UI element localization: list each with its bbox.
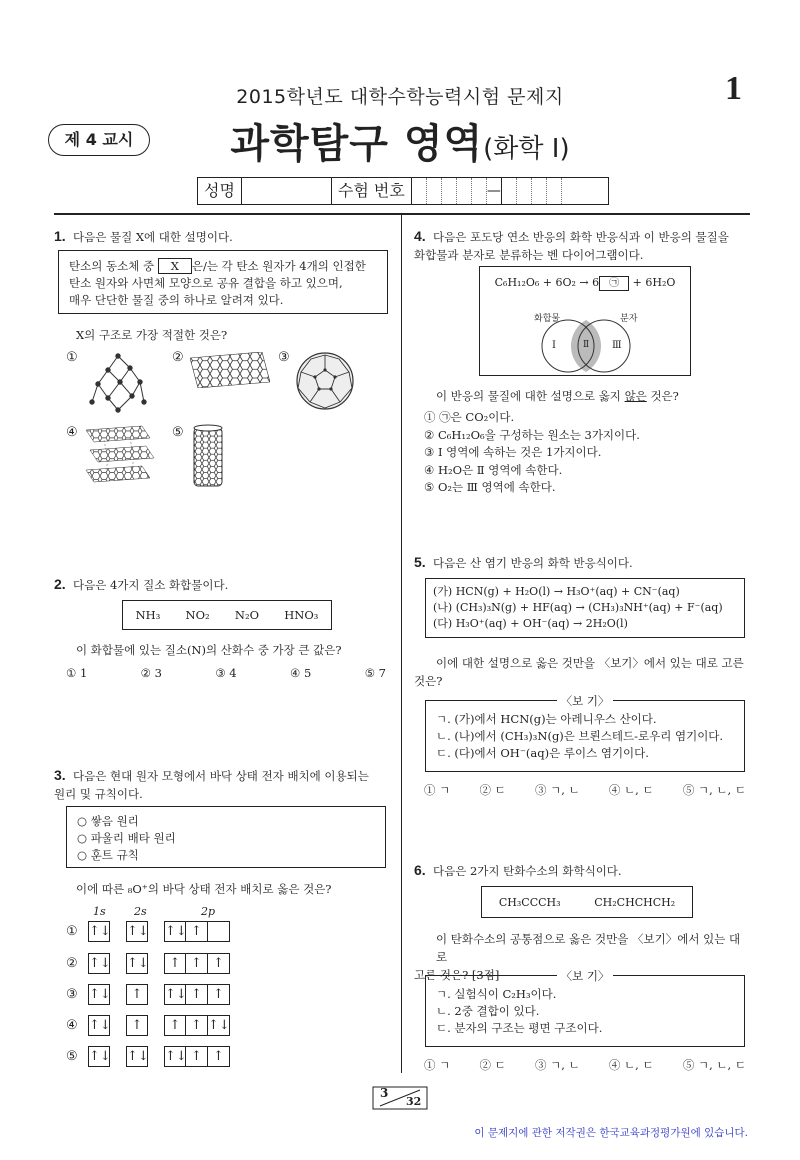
q5-stem: 다음은 산 염기 반응의 화학 반응식이다.	[433, 556, 633, 570]
q2-compound: N₂O	[234, 608, 259, 622]
page-counter	[372, 1086, 428, 1110]
q3-choice-3[interactable]	[66, 984, 246, 1005]
venn-region-1: Ⅰ	[552, 340, 556, 351]
orbital-box: ↑	[186, 1015, 208, 1036]
orbital-box: ↑	[208, 953, 230, 974]
q3-choice-5[interactable]	[66, 1046, 246, 1067]
name-field[interactable]	[242, 178, 332, 204]
q5-equation: (다) H₃O⁺(aq) + OH⁻(aq) → 2H₂O(l)	[433, 617, 628, 630]
q1-choice-1[interactable]: ①	[66, 350, 78, 365]
q4-equation	[480, 276, 690, 291]
q3-col-2p: 2p	[201, 905, 216, 918]
question-4	[414, 227, 750, 264]
q4-choice-3[interactable]: ③ Ⅰ 영역에 속하는 것은 1가지이다.	[424, 445, 602, 459]
q3-rule: ○ 쌓음 원리	[77, 814, 139, 828]
q5-choice-5[interactable]: ⑤ ㄱ, ㄴ, ㄷ	[682, 783, 746, 797]
period-badge: 제 4 교시	[48, 124, 150, 156]
q6-bogi-title	[426, 968, 744, 985]
venn-label-compound: 화합물	[534, 314, 561, 324]
graphene-structure-image	[190, 352, 270, 388]
subject-sub: (화학 Ⅰ)	[483, 134, 570, 164]
orbital-box: ↑↓	[126, 953, 148, 974]
q3-number: 3.	[54, 767, 66, 783]
page-number: 1	[725, 70, 742, 107]
top-divider	[54, 213, 750, 215]
question-5	[414, 553, 750, 572]
q4-question-emph: 않은	[624, 389, 647, 403]
orbital-box: ↑↓	[164, 921, 186, 942]
orbital-box	[208, 921, 230, 942]
q4-question-text: 것은?	[650, 389, 679, 403]
page-total: 32	[406, 1095, 422, 1108]
orbital-box: ↑↓	[88, 984, 110, 1005]
question-1	[54, 227, 394, 246]
q5-question-text: 것은?	[414, 674, 443, 688]
q4-blank-box: ㉠	[599, 276, 629, 291]
q3-choice-number: ②	[66, 956, 78, 971]
q1-box-text: 매우 단단한 물질 중의 하나로 알려져 있다.	[69, 293, 284, 307]
orbital-box: ↑	[186, 984, 208, 1005]
subject-title	[0, 112, 800, 169]
q4-choice-5[interactable]: ⑤ O₂는 Ⅲ 영역에 속한다.	[424, 480, 556, 494]
q4-choice-1[interactable]: ① ㉠은 CO₂이다.	[424, 410, 515, 424]
q1-x-box: X	[158, 258, 192, 274]
q5-equation-box	[425, 578, 745, 638]
q2-choice-1[interactable]: ① 1	[66, 666, 88, 680]
q6-formula: CH₂CHCHCH₂	[594, 895, 676, 909]
question-3	[54, 766, 394, 803]
q5-choice-3[interactable]: ③ ㄱ, ㄴ	[535, 783, 580, 797]
q2-choices	[66, 666, 386, 680]
exam-no-cell[interactable]	[517, 178, 532, 204]
q3-choice-2[interactable]	[66, 953, 246, 974]
q1-choice-3[interactable]: ③	[278, 350, 290, 365]
q2-choice-3[interactable]: ③ 4	[215, 666, 237, 680]
q6-bogi-item: ㄷ. 분자의 구조는 평면 구조이다.	[436, 1021, 603, 1035]
q5-question-text: 이에 대한 설명으로 옳은 것만을 〈보기〉에서 있는 대로 고른	[436, 656, 744, 670]
exam-title: 2015학년도 대학수학능력시험 문제지	[236, 86, 564, 108]
q2-choice-5[interactable]: ⑤ 7	[364, 666, 386, 680]
q5-bogi-item: ㄴ. (나)에서 (CH₃)₃N(g)은 브뢴스테드-로우리 염기이다.	[436, 729, 724, 743]
orbital-box: ↑	[126, 1015, 148, 1036]
venn-region-3: Ⅲ	[612, 340, 622, 351]
q1-info-box	[58, 250, 388, 314]
exam-no-cell[interactable]	[472, 178, 487, 204]
q3-question: 이에 따른 ₈O⁺의 바닥 상태 전자 배치로 옳은 것은?	[76, 882, 332, 896]
q6-bogi-label: 〈보 기〉	[557, 969, 614, 983]
orbital-box: ↑	[164, 1015, 186, 1036]
question-2	[54, 575, 394, 594]
q2-compound: NH₃	[135, 608, 161, 622]
q1-number: 1.	[54, 228, 66, 244]
page-current: 3	[380, 1086, 389, 1100]
orbital-box: ↑	[126, 984, 148, 1005]
q1-choice-4[interactable]: ④	[66, 425, 78, 440]
nanotube-structure-image	[188, 424, 228, 490]
q4-eq-left: C₆H₁₂O₆ + 6O₂ → 6	[494, 276, 600, 289]
exam-no-label: 수험 번호	[332, 178, 412, 204]
venn-label-molecule: 분자	[620, 314, 638, 324]
q1-box-text: 은/는 각 탄소 원자가 4개의 인접한	[191, 259, 366, 273]
q5-equation: (나) (CH₃)₃N(g) + HF(aq) → (CH₃)₃NH⁺(aq) + F⁻(aq)	[433, 601, 723, 614]
q3-rule: ○ 훈트 규칙	[77, 848, 139, 862]
q5-bogi-item: ㄷ. (다)에서 OH⁻(aq)은 루이스 염기이다.	[436, 746, 649, 760]
q6-number: 6.	[414, 862, 426, 878]
q1-question: X의 구조로 가장 적절한 것은?	[76, 328, 228, 342]
q5-bogi-title	[426, 693, 744, 710]
orbital-box: ↑↓	[126, 1046, 148, 1067]
exam-no-cell[interactable]	[412, 178, 427, 204]
exam-no-cell[interactable]	[532, 178, 547, 204]
q2-choice-2[interactable]: ② 3	[140, 666, 162, 680]
q1-box-text: 탄소 원자와 사면체 모양으로 공유 결합을 하고 있으며,	[69, 276, 343, 290]
q4-eq-right: + 6H₂O	[632, 276, 676, 289]
q5-bogi-box	[425, 694, 745, 772]
q5-choice-1[interactable]: ① ㄱ	[424, 783, 451, 797]
q1-box-text: 탄소의 동소체 중	[69, 259, 155, 273]
q5-choice-4[interactable]: ④ ㄴ, ㄷ	[608, 783, 654, 797]
q3-choice-number: ⑤	[66, 1049, 78, 1064]
q6-choice-3[interactable]: ③ ㄱ, ㄴ	[535, 1058, 580, 1072]
q5-choice-2[interactable]: ② ㄷ	[479, 783, 506, 797]
q3-choice-4[interactable]	[66, 1015, 246, 1036]
q1-choice-2[interactable]: ②	[172, 350, 184, 365]
exam-no-cell[interactable]	[547, 178, 562, 204]
subject-main: 과학탐구 영역	[230, 121, 484, 167]
q6-choice-5[interactable]: ⑤ ㄱ, ㄴ, ㄷ	[682, 1058, 746, 1072]
graphite-structure-image	[84, 424, 158, 488]
copyright-notice: 이 문제지에 관한 저작권은 한국교육과정평가원에 있습니다.	[474, 1127, 748, 1139]
column-divider	[401, 213, 402, 1073]
q2-number: 2.	[54, 576, 66, 592]
orbital-box: ↑	[186, 953, 208, 974]
q2-choice-4[interactable]: ④ 5	[290, 666, 312, 680]
name-label: 성명	[198, 178, 242, 204]
name-bar	[197, 177, 609, 205]
q2-compound: HNO₃	[284, 608, 319, 622]
q1-stem: 다음은 물질 X에 대한 설명이다.	[73, 230, 233, 244]
q2-compound: NO₂	[185, 608, 210, 622]
q2-question: 이 화합물에 있는 질소(N)의 산화수 중 가장 큰 값은?	[76, 643, 342, 657]
q4-stem: 화합물과 분자로 분류하는 벤 다이어그램이다.	[414, 248, 644, 262]
q6-choice-4[interactable]: ④ ㄴ, ㄷ	[608, 1058, 654, 1072]
orbital-box: ↑	[208, 1046, 230, 1067]
question-6	[414, 861, 750, 880]
q4-choice-4[interactable]: ④ H₂O은 Ⅱ 영역에 속한다.	[424, 462, 563, 477]
orbital-box: ↑↓	[208, 1015, 230, 1036]
q6-stem: 다음은 2가지 탄화수소의 화학식이다.	[433, 864, 622, 878]
q6-choice-1[interactable]: ① ㄱ	[424, 1058, 451, 1072]
exam-no-cell[interactable]	[457, 178, 472, 204]
exam-no-cell[interactable]	[427, 178, 442, 204]
orbital-box: ↑↓	[88, 1046, 110, 1067]
orbital-box: ↑↓	[88, 953, 110, 974]
exam-no-cell[interactable]	[502, 178, 517, 204]
orbital-box: ↑	[208, 984, 230, 1005]
q5-number: 5.	[414, 554, 426, 570]
exam-no-cell[interactable]	[442, 178, 457, 204]
q3-choice-number: ③	[66, 987, 78, 1002]
q4-number: 4.	[414, 228, 426, 244]
orbital-box: ↑	[186, 921, 208, 942]
q3-stem: 다음은 현대 원자 모형에서 바닥 상태 전자 배치에 이용되는	[73, 769, 369, 783]
q2-stem: 다음은 4가지 질소 화합물이다.	[73, 578, 229, 592]
q4-stem: 다음은 포도당 연소 반응의 화학 반응식과 이 반응의 물질을	[433, 230, 729, 244]
q3-rule: ○ 파울리 배타 원리	[77, 831, 176, 845]
q5-equation: (가) HCN(g) + H₂O(l) → H₃O⁺(aq) + CN⁻(aq)	[433, 585, 680, 598]
orbital-box: ↑	[164, 953, 186, 974]
orbital-box: ↑↓	[88, 1015, 110, 1036]
q6-choice-2[interactable]: ② ㄷ	[479, 1058, 506, 1072]
q4-figure-box	[479, 266, 691, 376]
diamond-structure-image	[88, 352, 148, 414]
q3-rules-box	[66, 806, 386, 868]
orbital-box: ↑↓	[126, 921, 148, 942]
q3-choice-number: ①	[66, 924, 78, 939]
q3-choice-number: ④	[66, 1018, 78, 1033]
q2-compound-box	[122, 600, 332, 630]
q6-formula: CH₃CCCH₃	[498, 895, 561, 909]
exam-no-dash: —	[487, 178, 502, 204]
q5-bogi-item: ㄱ. (가)에서 HCN(g)는 아레니우스 산이다.	[436, 712, 657, 726]
orbital-box: ↑↓	[164, 984, 186, 1005]
q4-choices	[424, 409, 640, 497]
q6-formula-box	[481, 886, 693, 918]
q3-choice-1[interactable]	[66, 921, 246, 942]
q4-choice-2[interactable]: ② C₆H₁₂O₆을 구성하는 원소는 3가지이다.	[424, 427, 640, 442]
q6-choices	[424, 1057, 746, 1073]
orbital-box: ↑↓	[164, 1046, 186, 1067]
q3-col-1s: 1s	[93, 905, 106, 918]
q5-question	[414, 654, 750, 690]
q6-bogi-item: ㄴ. 2중 결합이 있다.	[436, 1004, 540, 1018]
q4-question	[436, 388, 679, 404]
q6-bogi-item: ㄱ. 실험식이 C₂H₃이다.	[436, 987, 557, 1001]
orbital-box: ↑↓	[88, 921, 110, 942]
q3-stem: 원리 및 규칙이다.	[54, 787, 143, 801]
q3-col-2s: 2s	[134, 905, 147, 918]
q5-choices	[424, 782, 746, 798]
q6-question-text: 이 탄화수소의 공통점으로 옳은 것만을 〈보기〉에서 있는 대로	[436, 932, 741, 964]
q5-bogi-label: 〈보 기〉	[557, 694, 614, 708]
exam-no-cell[interactable]	[562, 178, 577, 204]
fullerene-structure-image	[294, 350, 356, 412]
q4-question-text: 이 반응의 물질에 대한 설명으로 옳지	[436, 389, 621, 403]
orbital-box: ↑	[186, 1046, 208, 1067]
venn-region-2: Ⅱ	[583, 340, 590, 350]
q1-choice-5[interactable]: ⑤	[172, 425, 184, 440]
q6-question-text: 고른 것은? [3점]	[414, 968, 500, 982]
